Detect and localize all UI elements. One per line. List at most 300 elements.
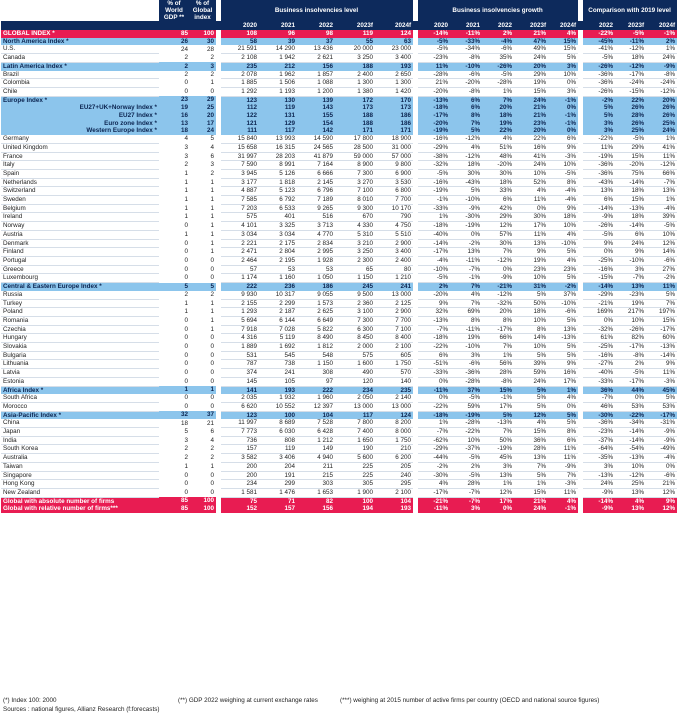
growth-cell: 18%: [514, 308, 548, 317]
growth-cell: 47%: [514, 38, 548, 46]
share-index-cell: 0: [190, 256, 216, 265]
level-cell: 1 750: [375, 360, 413, 369]
level-cell: 3 177: [221, 178, 259, 187]
share-index-cell: 100: [190, 30, 216, 38]
country-row: [1, 135, 677, 143]
compare-cell: -13%: [583, 471, 615, 480]
growth-cell: 7%: [450, 283, 482, 291]
level-cell: 3 945: [221, 169, 259, 178]
compare-cell: -12%: [615, 471, 646, 480]
share-gdp-cell: 3: [159, 436, 190, 445]
row-label: U.S.: [1, 45, 159, 53]
growth-cell: 18%: [482, 178, 514, 187]
share-index-cell: 1: [190, 316, 216, 325]
growth-cell: 22%: [482, 127, 514, 135]
growth-cell: 51%: [482, 143, 514, 152]
growth-cell: 7%: [482, 96, 514, 104]
compare-cell: 2%: [615, 360, 646, 369]
level-cell: 2 804: [259, 248, 297, 257]
compare-cell: -4%: [646, 204, 677, 213]
compare-cell: -9%: [583, 488, 615, 497]
country-row: [1, 196, 677, 205]
compare-cell: 26%: [646, 104, 677, 112]
growth-cell: 4%: [548, 394, 578, 402]
row-label: Poland: [1, 308, 159, 317]
growth-cell: 66%: [482, 334, 514, 343]
level-cell: 71: [259, 497, 297, 505]
row-label: Slovakia: [1, 343, 159, 352]
share-gdp-header: % of World GDP **: [159, 0, 190, 21]
level-cell: 149: [297, 445, 335, 454]
growth-cell: 29%: [514, 71, 548, 79]
level-cell: 123: [221, 96, 259, 104]
growth-cell: -12%: [482, 256, 514, 265]
compare-cell: -17%: [615, 343, 646, 352]
row-label: Euro zone Index *: [1, 120, 159, 128]
level-cell: 173: [335, 104, 375, 112]
compare-cell: -24%: [646, 79, 677, 88]
level-cell: 374: [221, 369, 259, 378]
growth-cell: 13%: [514, 454, 548, 463]
compare-cell: -26%: [583, 87, 615, 96]
level-cell: 210: [375, 445, 413, 454]
growth-cell: 5%: [514, 291, 548, 299]
country-row: [1, 299, 677, 308]
share-gdp-cell: 5: [159, 283, 190, 291]
growth-cell: -6%: [450, 71, 482, 79]
growth-cell: 3%: [450, 505, 482, 513]
growth-cell: -36%: [450, 369, 482, 378]
level-cell: 7 164: [297, 161, 335, 170]
growth-cell: 2%: [418, 283, 450, 291]
growth-cell: -4%: [548, 196, 578, 205]
level-cell: 186: [375, 120, 413, 128]
growth-cell: 4%: [548, 230, 578, 239]
country-row: [1, 343, 677, 352]
growth-cell: 11%: [418, 62, 450, 70]
growth-cell: 24%: [514, 96, 548, 104]
level-cell: 55: [335, 38, 375, 46]
row-label: North America Index *: [1, 38, 159, 46]
compare-cell: 5%: [646, 291, 677, 299]
level-cell: 20 000: [335, 45, 375, 53]
level-cell: 120: [335, 377, 375, 386]
compare-cell: -41%: [583, 45, 615, 53]
row-label: Germany: [1, 135, 159, 143]
share-gdp-cell: 0: [159, 222, 190, 231]
level-cell: 1 962: [259, 71, 297, 79]
row-label: Central & Eastern Europe Index *: [1, 283, 159, 291]
growth-cell: -6%: [548, 308, 578, 317]
level-cell: 188: [335, 120, 375, 128]
level-cell: 211: [297, 462, 335, 471]
growth-cell: 3%: [548, 62, 578, 70]
level-cell: 5 822: [297, 325, 335, 334]
compare-cell: -7%: [615, 274, 646, 283]
share-gdp-cell: 5: [159, 428, 190, 437]
level-cell: 15 840: [221, 135, 259, 143]
country-row: [1, 454, 677, 463]
level-cell: 3 250: [335, 248, 375, 257]
level-cell: 7 028: [259, 325, 297, 334]
level-cell: 131: [259, 112, 297, 120]
share-index-cell: 1: [190, 239, 216, 248]
growth-cell: -4%: [418, 256, 450, 265]
growth-cell: 17%: [482, 497, 514, 505]
compare-cell: -5%: [583, 230, 615, 239]
level-cell: 8 000: [375, 428, 413, 437]
compare-cell: -35%: [583, 454, 615, 463]
compare-cell: 13%: [615, 283, 646, 291]
compare-cell: 169%: [583, 308, 615, 317]
level-cell: 299: [259, 480, 297, 489]
growth-cell: 20%: [482, 104, 514, 112]
growth-cell: 4%: [548, 256, 578, 265]
level-cell: 3 210: [335, 239, 375, 248]
row-label: Spain: [1, 169, 159, 178]
share-index-cell: 5: [190, 135, 216, 143]
growth-cell: 10%: [514, 316, 548, 325]
share-gdp-cell: 1: [159, 230, 190, 239]
global-row: [1, 497, 677, 505]
row-label: Switzerland: [1, 187, 159, 196]
country-row: [1, 169, 677, 178]
level-cell: 28 500: [335, 143, 375, 152]
level-cell: 303: [297, 480, 335, 489]
compare-cell: 9%: [583, 239, 615, 248]
level-cell: 575: [335, 351, 375, 360]
level-cell: 121: [221, 120, 259, 128]
country-row: [1, 256, 677, 265]
compare-cell: 18%: [615, 213, 646, 222]
level-cell: 16 315: [259, 143, 297, 152]
growth-cell: 5%: [514, 471, 548, 480]
level-cell: 190: [335, 445, 375, 454]
level-cell: 2 155: [221, 299, 259, 308]
level-cell: 1 573: [297, 299, 335, 308]
level-cell: 8 400: [375, 334, 413, 343]
level-cell: 3 100: [335, 308, 375, 317]
share-gdp-cell: 0: [159, 248, 190, 257]
compare-cell: -13%: [646, 343, 677, 352]
compare-cell: 46%: [583, 402, 615, 411]
growth-cell: -62%: [418, 436, 450, 445]
growth-cell: 6%: [548, 135, 578, 143]
level-cell: 5 126: [259, 169, 297, 178]
level-cell: 2 050: [335, 394, 375, 402]
level-cell: 790: [375, 213, 413, 222]
region-row: [1, 62, 677, 70]
share-index-cell: 0: [190, 274, 216, 283]
header-blank: [190, 21, 216, 30]
level-cell: 156: [297, 505, 335, 513]
level-cell: 2 145: [297, 178, 335, 187]
level-cell: 53: [259, 265, 297, 274]
share-index-cell: 1: [190, 222, 216, 231]
growth-cell: 36%: [514, 436, 548, 445]
growth-cell: 5%: [548, 54, 578, 63]
country-row: [1, 402, 677, 411]
compare-cell: -15%: [583, 274, 615, 283]
compare-cell: 6%: [583, 196, 615, 205]
share-index-cell: 2: [190, 71, 216, 79]
compare-cell: -9%: [646, 436, 677, 445]
share-gdp-cell: 0: [159, 480, 190, 489]
growth-year-header: 2023f: [514, 21, 548, 30]
growth-cell: -33%: [418, 204, 450, 213]
country-row: [1, 291, 677, 299]
country-row: [1, 222, 677, 231]
level-cell: 14 590: [297, 135, 335, 143]
country-row: [1, 152, 677, 161]
growth-cell: 30%: [514, 213, 548, 222]
level-cell: 82: [297, 497, 335, 505]
level-cell: 117: [335, 411, 375, 419]
row-label: GLOBAL INDEX *: [1, 30, 159, 38]
level-cell: 112: [221, 104, 259, 112]
compare-cell: 11%: [646, 283, 677, 291]
compare-cell: 21%: [646, 480, 677, 489]
level-cell: 31 000: [375, 143, 413, 152]
share-gdp-cell: 2: [159, 71, 190, 79]
compare-cell: -16%: [583, 265, 615, 274]
growth-cell: -34%: [450, 45, 482, 53]
growth-year-header: 2021: [450, 21, 482, 30]
share-gdp-cell: 0: [159, 377, 190, 386]
level-cell: 139: [297, 96, 335, 104]
growth-cell: 33%: [482, 187, 514, 196]
country-row: [1, 351, 677, 360]
level-cell: 1 650: [335, 436, 375, 445]
growth-cell: -12%: [482, 291, 514, 299]
level-cell: 191: [259, 471, 297, 480]
level-cell: 4 750: [375, 222, 413, 231]
compare-cell: 12%: [646, 488, 677, 497]
country-row: [1, 377, 677, 386]
compare-cell: 11%: [646, 152, 677, 161]
growth-cell: 5%: [548, 274, 578, 283]
level-cell: 245: [335, 283, 375, 291]
growth-cell: 56%: [482, 360, 514, 369]
compare-cell: -9%: [583, 213, 615, 222]
share-index-cell: 6: [190, 428, 216, 437]
region-row: [1, 386, 677, 394]
level-cell: 194: [335, 505, 375, 513]
level-cell: 9 300: [335, 204, 375, 213]
growth-cell: 0%: [418, 394, 450, 402]
share-index-cell: 0: [190, 360, 216, 369]
growth-cell: 10%: [514, 169, 548, 178]
compare-cell: 10%: [615, 316, 646, 325]
level-cell: 1 300: [375, 79, 413, 88]
region-row: [1, 38, 677, 46]
growth-cell: -1%: [482, 394, 514, 402]
compare-cell: -14%: [615, 428, 646, 437]
growth-cell: 15%: [482, 386, 514, 394]
growth-cell: 5%: [450, 127, 482, 135]
level-cell: 3 530: [375, 178, 413, 187]
growth-cell: 0%: [450, 230, 482, 239]
compare-cell: -17%: [646, 411, 677, 419]
growth-cell: 16%: [548, 369, 578, 378]
compare-cell: 29%: [615, 143, 646, 152]
growth-cell: 16%: [514, 143, 548, 152]
level-cell: 2 140: [375, 394, 413, 402]
growth-cell: -14%: [418, 239, 450, 248]
share-gdp-cell: 3: [159, 152, 190, 161]
level-cell: 6 144: [259, 316, 297, 325]
compare-cell: 24%: [646, 54, 677, 63]
level-cell: 7 300: [335, 316, 375, 325]
growth-cell: -21%: [482, 283, 514, 291]
compare-cell: 1%: [646, 45, 677, 53]
share-index-cell: 1: [190, 462, 216, 471]
growth-cell: 1%: [418, 213, 450, 222]
share-gdp-cell: 0: [159, 239, 190, 248]
growth-cell: -12%: [450, 152, 482, 161]
compare-cell: 18%: [615, 187, 646, 196]
share-index-cell: 0: [190, 343, 216, 352]
level-cell: 14 290: [259, 45, 297, 53]
share-index-cell: 0: [190, 87, 216, 96]
growth-cell: -9%: [482, 274, 514, 283]
growth-cell: 14%: [514, 334, 548, 343]
level-cell: 1 293: [221, 308, 259, 317]
level-cell: 4 770: [297, 230, 335, 239]
compare-cell: -16%: [583, 351, 615, 360]
share-gdp-cell: 3: [159, 143, 190, 152]
growth-cell: -11%: [418, 386, 450, 394]
country-row: [1, 316, 677, 325]
level-cell: 13 000: [375, 291, 413, 299]
row-label: Singapore: [1, 471, 159, 480]
row-label: South Korea: [1, 445, 159, 454]
insolvency-table: [1, 0, 677, 513]
level-cell: 5 119: [259, 334, 297, 343]
compare-cell: -6%: [646, 471, 677, 480]
growth-cell: 4%: [548, 30, 578, 38]
growth-cell: -30%: [450, 213, 482, 222]
growth-cell: -2%: [418, 462, 450, 471]
growth-cell: 4%: [450, 291, 482, 299]
compare-cell: 7%: [646, 299, 677, 308]
row-label: Taiwan: [1, 462, 159, 471]
header-row-years: [1, 21, 677, 30]
compare-cell: -14%: [615, 178, 646, 187]
level-cell: 171: [335, 127, 375, 135]
level-cell: 10 317: [259, 291, 297, 299]
level-cell: 1 932: [259, 394, 297, 402]
compare-cell: -11%: [615, 38, 646, 46]
row-label: Romania: [1, 316, 159, 325]
level-cell: 171: [375, 127, 413, 135]
growth-cell: 20%: [482, 308, 514, 317]
growth-cell: 0%: [548, 402, 578, 411]
share-index-cell: 4: [190, 143, 216, 152]
level-cell: 21 591: [221, 45, 259, 53]
level-cell: 3 270: [335, 178, 375, 187]
level-cell: 787: [221, 360, 259, 369]
compare-cell: 12%: [646, 239, 677, 248]
compare-cell: -25%: [583, 343, 615, 352]
share-index-header: % of Global index: [190, 0, 216, 21]
growth-cell: 0%: [548, 79, 578, 88]
growth-cell: -1%: [548, 112, 578, 120]
compare-cell: 25%: [615, 480, 646, 489]
compare-cell: 22%: [615, 96, 646, 104]
level-cell: 4 940: [297, 454, 335, 463]
share-gdp-cell: 85: [159, 505, 190, 513]
compare-cell: 24%: [615, 239, 646, 248]
level-cell: 6 533: [259, 204, 297, 213]
growth-cell: 17%: [548, 377, 578, 386]
level-cell: 123: [221, 411, 259, 419]
row-label: Europe Index *: [1, 96, 159, 104]
level-cell: 2 100: [375, 343, 413, 352]
growth-cell: 29%: [482, 213, 514, 222]
growth-cell: 0%: [548, 127, 578, 135]
row-label: Portugal: [1, 256, 159, 265]
share-gdp-cell: 4: [159, 135, 190, 143]
growth-cell: 11%: [514, 196, 548, 205]
growth-cell: -5%: [450, 454, 482, 463]
level-cell: 9 800: [375, 161, 413, 170]
row-label: Hong Kong: [1, 480, 159, 489]
level-cell: 3 582: [221, 454, 259, 463]
growth-cell: -28%: [450, 419, 482, 427]
growth-cell: 12%: [514, 411, 548, 419]
compare-cell: -14%: [583, 283, 615, 291]
growth-cell: -43%: [450, 178, 482, 187]
growth-cell: 59%: [450, 402, 482, 411]
row-label: Denmark: [1, 239, 159, 248]
compare-cell: 28%: [615, 112, 646, 120]
share-index-cell: 0: [190, 334, 216, 343]
level-year-header: 2024f: [375, 21, 413, 30]
share-index-cell: 100: [190, 505, 216, 513]
row-label: Western Europe Index *: [1, 127, 159, 135]
level-cell: 13 436: [297, 45, 335, 53]
growth-cell: 2%: [450, 462, 482, 471]
level-cell: 1 200: [297, 87, 335, 96]
share-gdp-cell: 13: [159, 120, 190, 128]
level-cell: 9 500: [335, 291, 375, 299]
share-gdp-cell: 1: [159, 462, 190, 471]
growth-cell: -37%: [450, 445, 482, 454]
level-cell: 6 200: [375, 454, 413, 463]
country-row: [1, 239, 677, 248]
level-cell: 143: [297, 104, 335, 112]
growth-cell: 0%: [482, 505, 514, 513]
growth-cell: 20%: [514, 62, 548, 70]
growth-cell: -28%: [482, 79, 514, 88]
growth-cell: -10%: [548, 239, 578, 248]
row-label: Luxembourg: [1, 274, 159, 283]
compare-cell: -21%: [583, 299, 615, 308]
compare-cell: -29%: [583, 291, 615, 299]
compare-cell: 5%: [583, 112, 615, 120]
growth-cell: 5%: [450, 187, 482, 196]
country-row: [1, 394, 677, 402]
country-row: [1, 71, 677, 79]
growth-cell: 17%: [482, 402, 514, 411]
growth-cell: 48%: [482, 152, 514, 161]
growth-cell: -16%: [418, 178, 450, 187]
compare-cell: -14%: [583, 204, 615, 213]
share-index-cell: 29: [190, 96, 216, 104]
row-label: Global with absolute number of firms: [1, 497, 159, 505]
level-cell: 3 406: [259, 454, 297, 463]
